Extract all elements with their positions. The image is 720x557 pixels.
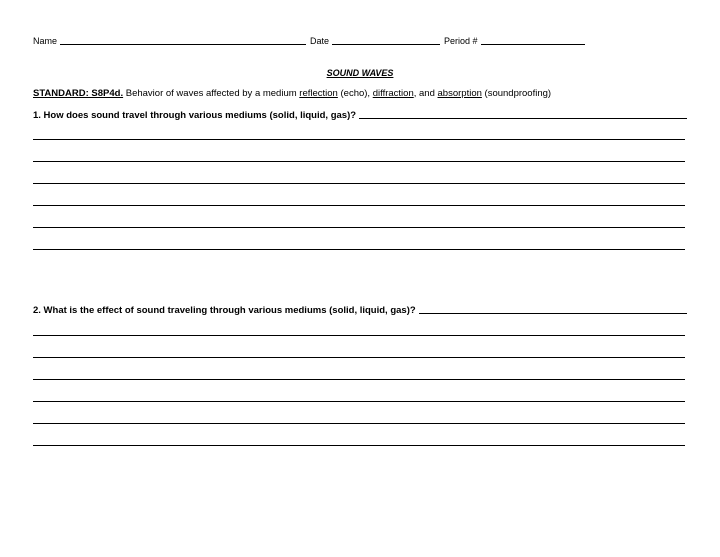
term-reflection: reflection [299, 88, 338, 99]
standard-label: STANDARD: S8P4d. [33, 88, 124, 99]
date-field[interactable] [332, 35, 440, 45]
answer-line[interactable] [33, 423, 685, 424]
answer-line[interactable] [33, 335, 685, 336]
name-label: Name [33, 36, 58, 46]
question-2 [33, 305, 687, 316]
answer-line[interactable] [33, 227, 685, 228]
question-1-text: 1. How does sound travel through various mediums (solid, liquid, gas)? [33, 110, 357, 121]
standard-text: (echo), [337, 88, 373, 99]
answer-line[interactable] [33, 139, 685, 140]
answer-line[interactable] [33, 183, 685, 184]
standard-text: , and [413, 88, 438, 99]
question-2-answer-line[interactable] [419, 313, 687, 314]
term-absorption: absorption [437, 88, 482, 99]
answer-line[interactable] [33, 445, 685, 446]
answer-line[interactable] [33, 401, 685, 402]
standard-text: Behavior of waves affected by a medium [123, 88, 297, 99]
standard-statement [33, 88, 551, 99]
period-field[interactable] [481, 35, 585, 45]
answer-line[interactable] [33, 379, 685, 380]
term-diffraction: diffraction [372, 88, 414, 99]
standard-text: (soundproofing) [481, 88, 552, 99]
period-label: Period # [444, 36, 478, 46]
answer-line[interactable] [33, 357, 685, 358]
answer-line[interactable] [33, 249, 685, 250]
student-info-header [33, 35, 593, 46]
question-1-answer-line[interactable] [359, 118, 687, 119]
answer-line[interactable] [33, 161, 685, 162]
worksheet-title: SOUND WAVES [326, 68, 394, 78]
date-label: Date [310, 36, 330, 46]
name-field[interactable] [60, 35, 306, 45]
question-2-text: 2. What is the effect of sound traveling through various mediums (solid, liquid, gas)? [33, 305, 416, 316]
question-1 [33, 110, 687, 121]
answer-line[interactable] [33, 205, 685, 206]
